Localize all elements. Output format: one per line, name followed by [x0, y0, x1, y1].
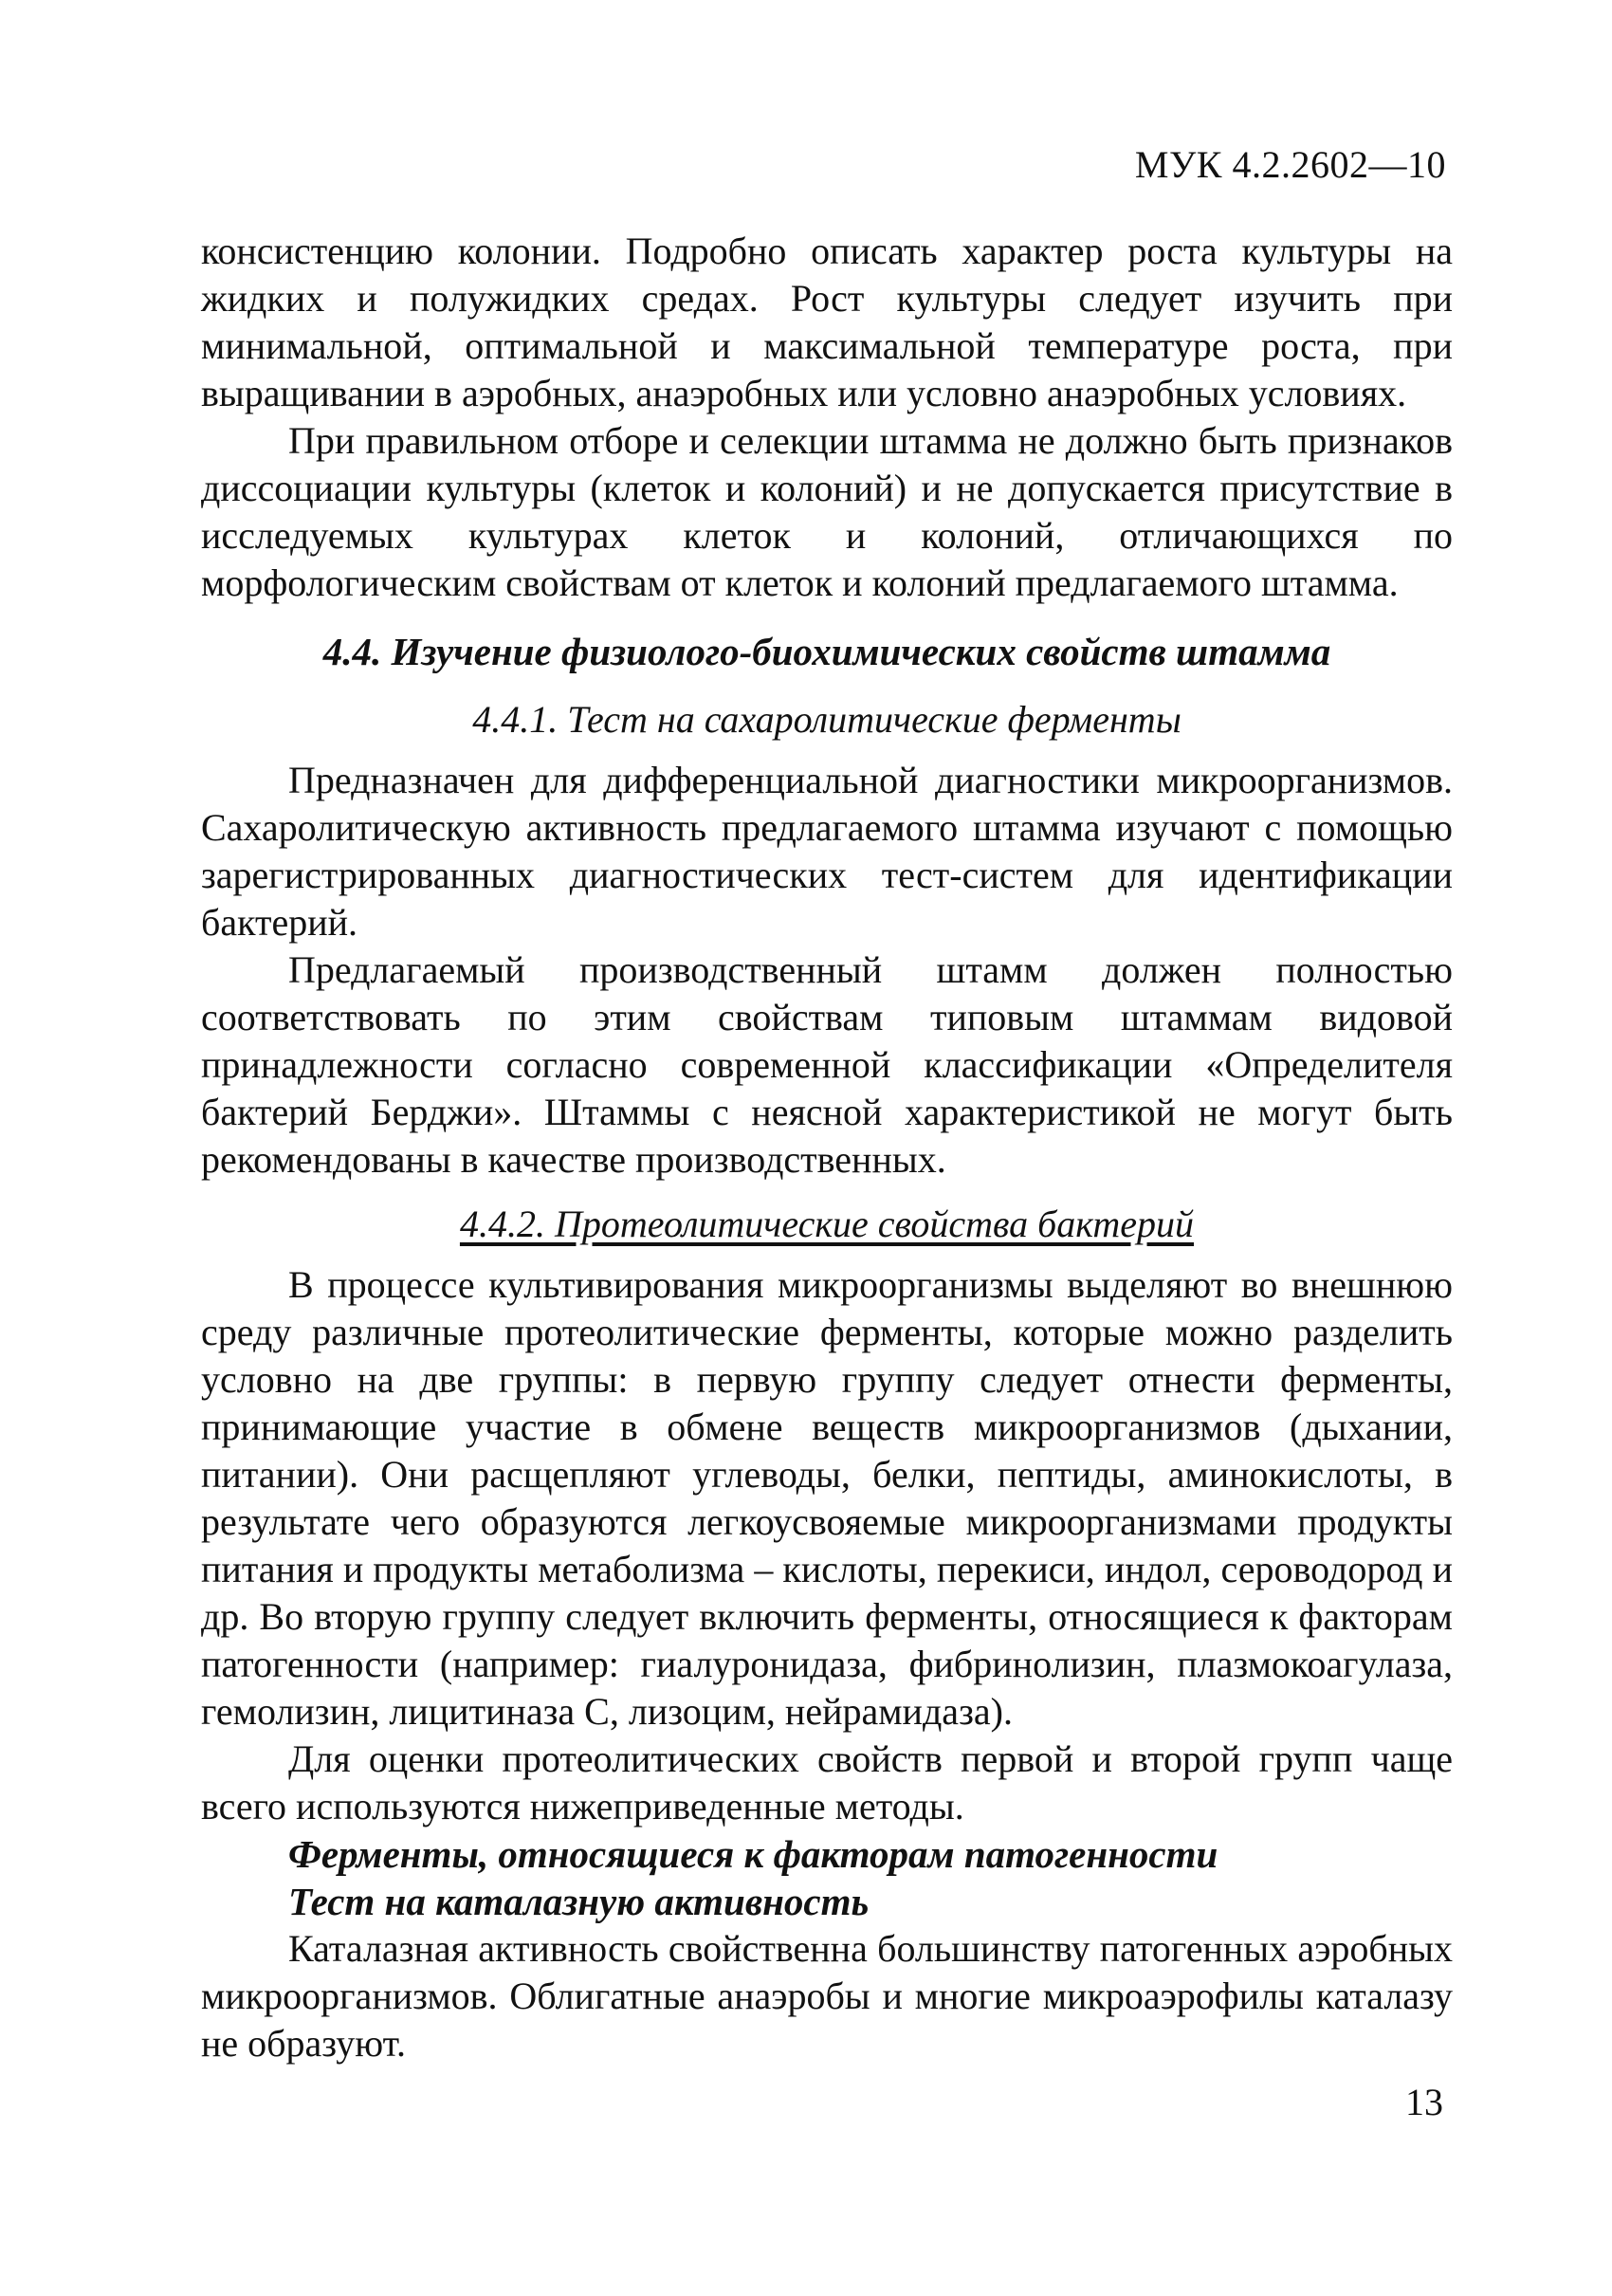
page-content: [201, 228, 1453, 2067]
paragraph-strain-selection: При правильном отборе и селекции штамма не должно быть признаков диссоциации культуры (клеток и колоний) и не допускается присутствие в исследуемых культурах клеток и колоний, отличающихся по морфологическим свойствам от клеток и колоний предлагаемого штамма.: [201, 419, 1453, 604]
paragraph-evaluation-methods: Для оценки протеолитических свойств первой и второй групп чаще всего используются нижеприведенные методы.: [201, 1737, 1453, 1828]
page-number: 13: [1405, 2081, 1443, 2123]
subsection-heading-4-4-1: 4.4.1. Тест на сахаролитические ферменты: [472, 698, 1182, 741]
paragraph-catalase-activity: Каталазная активность свойственна большинству патогенных аэробных микроорганизмов. Облигатные анаэробы и многие микроаэрофилы каталазу не образуют.: [201, 1927, 1453, 2065]
subheading-pathogenicity-enzymes: Ферменты, относящиеся к факторам патогенности: [288, 1832, 1218, 1876]
subheading-catalase-test: Тест на каталазную активность: [288, 1880, 870, 1923]
document-code-header: МУК 4.2.2602—10: [1134, 143, 1446, 186]
paragraph-saccharolytic-purpose: Предназначен для дифференциальной диагностики микроорганизмов. Сахаролитическую активность предлагаемого штамма изучают с помощью зарегистрированных диагностических тест-систем для идентификации бактерий.: [201, 759, 1453, 944]
subsection-heading-4-4-2-text: 4.4.2. Протеолитические свойства бактерий: [459, 1203, 1195, 1245]
paragraph-proteolytic-enzymes: В процессе культивирования микроорганизмы выделяют во внешнюю среду различные протеолитические ферменты, которые можно разделить условно на две группы: в первую группу следует отнести ферменты, принимающие участие в обмене веществ микроорганизмов (дыхании, питании). Они расщепляют углеводы, белки, пептиды, аминокислоты, в результате чего образуются легкоусвояемые микроорганизмами продукты питания и продукты метаболизма – кислоты, перекиси, индол, сероводород и др. Во вторую группу следует включить ферменты, относящиеся к факторам патогенности (например: гиалуронидаза, фибринолизин, плазмокоагулаза, гемолизин, лицитиназа С, лизоцим, нейрамидаза).: [201, 1263, 1453, 1733]
section-heading-4-4: 4.4. Изучение физиолого-биохимических свойств штамма: [322, 630, 1331, 673]
subsection-heading-4-4-2: [201, 1201, 1453, 1248]
paragraph-colony-growth: консистенцию колонии. Подробно описать характер роста культуры на жидких и полужидких средах. Рост культуры следует изучить при минимальной, оптимальной и максимальной температуре роста, при выращивании в аэробных, анаэробных или условно анаэробных условиях.: [201, 230, 1453, 414]
paragraph-strain-conformity: Предлагаемый производственный штамм должен полностью соответствовать по этим свойствам типовым штаммам видовой принадлежности согласно современной классификации «Определителя бактерий Берджи». Штаммы с неясной характеристикой не могут быть рекомендованы в качестве производственных.: [201, 948, 1453, 1181]
